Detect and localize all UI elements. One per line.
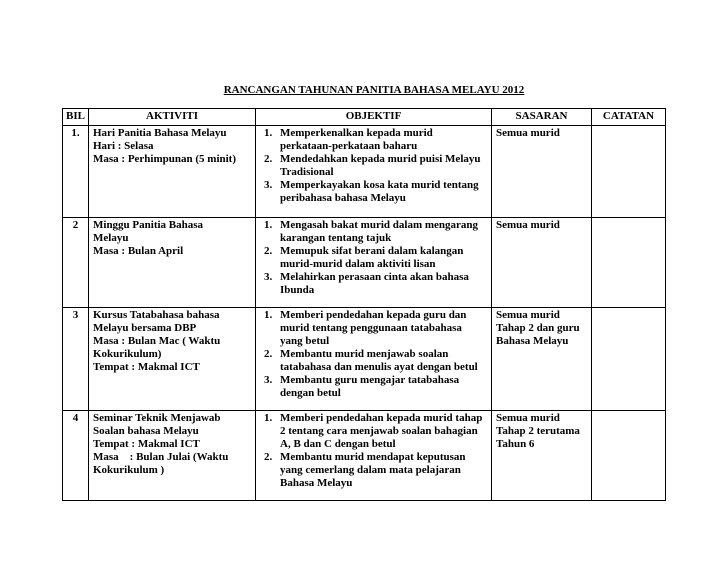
header-sasaran: SASARAN xyxy=(492,109,592,126)
objektif-item xyxy=(260,451,487,490)
objektif-item xyxy=(260,153,487,179)
objektif-line: Tradisional xyxy=(280,166,334,178)
objektif-number: 2. xyxy=(264,153,273,165)
table-row xyxy=(63,308,666,411)
objektif-line: Memberi pendedahan kepada murid tahap xyxy=(280,412,483,424)
aktiviti-line: Kursus Tatabahasa bahasa xyxy=(93,309,220,321)
objektif-line: murid tentang penggunaan tatabahasa xyxy=(280,322,462,334)
objektif-line: Membantu guru mengajar tatabahasa xyxy=(280,374,460,386)
row-catatan xyxy=(592,126,666,218)
objektif-item xyxy=(260,309,487,348)
aktiviti-line: Masa : Bulan Mac ( Waktu xyxy=(93,335,221,347)
sasaran-line: Tahun 6 xyxy=(496,438,535,450)
objektif-number: 3. xyxy=(264,179,273,191)
row-bil: 4 xyxy=(63,411,89,501)
aktiviti-line: Kokurikulum) xyxy=(93,348,162,360)
objektif-line: Mengasah bakat murid dalam mengarang xyxy=(280,219,479,231)
aktiviti-line: Melayu xyxy=(93,232,129,244)
aktiviti-line: Masa : Bulan April xyxy=(93,245,184,257)
row-objektif xyxy=(256,411,492,501)
aktiviti-line: Kokurikulum ) xyxy=(93,464,165,476)
header-catatan: CATATAN xyxy=(592,109,666,126)
row-objektif xyxy=(256,126,492,218)
row-sasaran xyxy=(492,218,592,308)
objektif-line: Ibunda xyxy=(280,284,315,296)
objektif-item xyxy=(260,179,487,205)
row-bil: 1. xyxy=(63,126,89,218)
objektif-text xyxy=(280,127,487,153)
row-bil: 3 xyxy=(63,308,89,411)
row-aktiviti xyxy=(89,308,256,411)
objektif-number: 3. xyxy=(264,374,273,386)
objektif-line: Melahirkan perasaan cinta akan bahasa xyxy=(280,271,469,283)
sasaran-line: Tahap 2 dan guru xyxy=(496,322,580,334)
objektif-line: tatabahasa dan menulis ayat dengan betul xyxy=(280,361,478,373)
sasaran-line: Semua murid xyxy=(496,309,560,321)
objektif-line: Memperkayakan kosa kata murid tentang xyxy=(280,179,479,191)
row-objektif xyxy=(256,308,492,411)
document-title: RANCANGAN TAHUNAN PANITIA BAHASA MELAYU 2012 xyxy=(223,84,525,96)
objektif-text xyxy=(280,153,487,179)
objektif-line: Mendedahkan kepada murid puisi Melayu xyxy=(280,153,481,165)
row-aktiviti xyxy=(89,411,256,501)
objektif-number: 1. xyxy=(264,412,273,424)
row-sasaran xyxy=(492,126,592,218)
objektif-item xyxy=(260,348,487,374)
objektif-line: 2 tentang cara menjawab soalan bahagian xyxy=(280,425,478,437)
objektif-number: 1. xyxy=(264,219,273,231)
header-objektif: OBJEKTIF xyxy=(256,109,492,126)
objektif-text xyxy=(280,271,487,297)
sasaran-line: Semua murid xyxy=(496,412,560,424)
row-sasaran xyxy=(492,308,592,411)
table-row xyxy=(63,218,666,308)
objektif-text xyxy=(280,374,487,400)
objektif-number: 1. xyxy=(264,309,273,321)
objektif-text xyxy=(280,348,487,374)
aktiviti-line: Tempat : Makmal ICT xyxy=(93,361,200,373)
header-row xyxy=(63,109,666,126)
table-row xyxy=(63,126,666,218)
row-aktiviti xyxy=(89,218,256,308)
objektif-line: Memperkenalkan kepada murid xyxy=(280,127,433,139)
row-catatan xyxy=(592,411,666,501)
objektif-line: Membantu murid menjawab soalan xyxy=(280,348,449,360)
objektif-text xyxy=(280,412,487,451)
objektif-list xyxy=(260,412,487,490)
objektif-line: yang betul xyxy=(280,335,330,347)
objektif-text xyxy=(280,245,487,271)
objektif-number: 3. xyxy=(264,271,273,283)
sasaran-line: Semua murid xyxy=(496,219,560,231)
row-catatan xyxy=(592,218,666,308)
objektif-number: 1. xyxy=(264,127,273,139)
aktiviti-line: Masa : Bulan Julai (Waktu xyxy=(93,451,229,463)
aktiviti-line: Masa : Perhimpunan (5 minit) xyxy=(93,153,236,165)
row-sasaran xyxy=(492,411,592,501)
objektif-item xyxy=(260,374,487,400)
plan-table-body xyxy=(63,126,666,501)
sasaran-line: Bahasa Melayu xyxy=(496,335,569,347)
row-bil: 2 xyxy=(63,218,89,308)
aktiviti-line: Melayu bersama DBP xyxy=(93,322,197,334)
row-catatan xyxy=(592,308,666,411)
objektif-text xyxy=(280,309,487,348)
plan-table xyxy=(62,108,666,501)
objektif-list xyxy=(260,127,487,205)
table-row xyxy=(63,411,666,501)
objektif-line: A, B dan C dengan betul xyxy=(280,438,396,450)
objektif-line: dengan betul xyxy=(280,387,341,399)
aktiviti-line: Seminar Teknik Menjawab xyxy=(93,412,221,424)
objektif-item xyxy=(260,245,487,271)
sasaran-line: Semua murid xyxy=(496,127,560,139)
sasaran-line: Tahap 2 terutama xyxy=(496,425,580,437)
objektif-text xyxy=(280,451,487,490)
objektif-text xyxy=(280,219,487,245)
objektif-line: Membantu murid mendapat keputusan xyxy=(280,451,466,463)
objektif-item xyxy=(260,219,487,245)
objektif-line: murid-murid dalam aktiviti lisan xyxy=(280,258,436,270)
aktiviti-line: Hari : Selasa xyxy=(93,140,154,152)
objektif-line: yang cemerlang dalam mata pelajaran xyxy=(280,464,461,476)
objektif-list xyxy=(260,309,487,400)
objektif-line: Memupuk sifat berani dalam kalangan xyxy=(280,245,464,257)
objektif-text xyxy=(280,179,487,205)
aktiviti-line: Soalan bahasa Melayu xyxy=(93,425,199,437)
aktiviti-line: Tempat : Makmal ICT xyxy=(93,438,200,450)
objektif-line: Memberi pendedahan kepada guru dan xyxy=(280,309,467,321)
objektif-line: Bahasa Melayu xyxy=(280,477,353,489)
row-aktiviti xyxy=(89,126,256,218)
objektif-item xyxy=(260,412,487,451)
objektif-line: peribahasa bahasa Melayu xyxy=(280,192,406,204)
aktiviti-line: Minggu Panitia Bahasa xyxy=(93,219,204,231)
header-bil: BIL xyxy=(63,109,89,126)
header-aktiviti: AKTIVITI xyxy=(89,109,256,126)
objektif-item xyxy=(260,271,487,297)
objektif-number: 2. xyxy=(264,245,273,257)
objektif-line: karangan tentang tajuk xyxy=(280,232,392,244)
objektif-item xyxy=(260,127,487,153)
objektif-list xyxy=(260,219,487,297)
objektif-number: 2. xyxy=(264,348,273,360)
objektif-number: 2. xyxy=(264,451,273,463)
objektif-line: perkataan-perkataan baharu xyxy=(280,140,418,152)
row-objektif xyxy=(256,218,492,308)
aktiviti-line: Hari Panitia Bahasa Melayu xyxy=(93,127,227,139)
